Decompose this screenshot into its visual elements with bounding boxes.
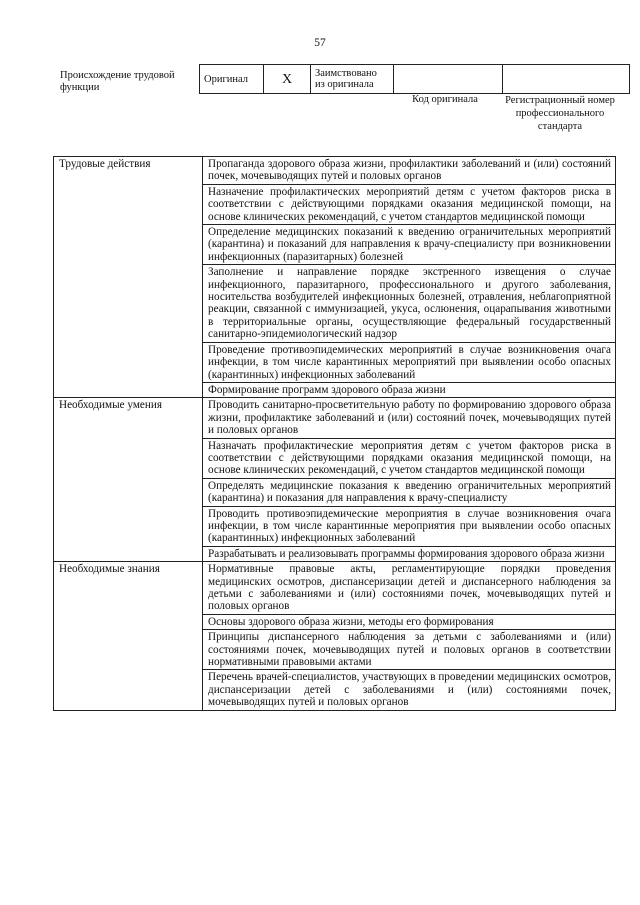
reg-number-cell: [503, 65, 630, 94]
section-row: [54, 398, 616, 562]
origin-label: Происхождение трудовой функции: [60, 70, 175, 93]
section-title: Трудовые действия: [54, 157, 203, 398]
list-item: Нормативные правовые акты, регламентирующие порядки проведения медицинских осмотров, диспансеризации детей и диспансерного наблюдения за детьми с заболеваниями и (или) состояниями почек, мочевыводящих путей и половых органов: [203, 562, 615, 615]
list-item: Назначать профилактические мероприятия детям с учетом факторов риска в соответствии с действующими порядками оказания медицинской помощи, на основе клинических рекомендаций, с учетом стандартов медицинской помощи: [203, 439, 615, 479]
borrowed-cell: Заимствовано из оригинала: [311, 65, 394, 94]
list-item: Перечень врачей-специалистов, участвующих в проведении медицинских осмотров, диспансеризации детей с заболеваниями и (или) состояниями почек, мочевыводящих путей и половых органов: [208, 671, 611, 709]
origin-table: [199, 64, 630, 94]
section-title: Необходимые умения: [54, 398, 203, 562]
reg-caption: Регистрационный номер профессионального стандарта: [505, 95, 615, 132]
list-item: Заполнение и направление порядке экстренного извещения о случае инфекционного, паразитарного, профессионального и другого заболевания, носительства возбудителей инфекционных болезней, отравления, неблагоприятной реакции, связанной с иммунизацией, укуса, ослюнения, оцарапывания животными в территориальные органы, осуществляющие федеральный государственный санитарно-эпидемиологический надзор: [203, 265, 615, 342]
list-item: Определять медицинские показания к введению ограничительных мероприятий (карантина) и показания для направления к врачу-специалисту: [203, 479, 615, 507]
list-item: Проводить противоэпидемические мероприятия в случае возникновения очага инфекции, в том числе карантинные мероприятия при выявлении особо опасных (карантинных) инфекционных заболеваний: [203, 507, 615, 547]
list-item: Разрабатывать и реализовывать программы формирования здорового образа жизни: [208, 547, 605, 560]
section-title: Необходимые знания: [54, 562, 203, 710]
function-table: [53, 156, 616, 711]
original-mark: X: [264, 65, 311, 94]
code-caption: Код оригинала: [412, 94, 478, 105]
section-items: [203, 398, 616, 562]
list-item: Формирование программ здорового образа жизни: [208, 383, 446, 396]
section-row: [54, 157, 616, 398]
list-item: Проведение противоэпидемических мероприятий в случае возникновения очага инфекции, в том числе карантинных мероприятий при выявлении особо опасных (карантинных) инфекционных заболеваний: [203, 343, 615, 383]
list-item: Проводить санитарно-просветительную работу по формированию здорового образа жизни, профилактике заболеваний и (или) состояний почек, мочевыводящих путей и половых органов: [203, 398, 615, 438]
section-row: [54, 562, 616, 710]
list-item: Назначение профилактических мероприятий детям с учетом факторов риска в соответствии с действующими порядками оказания медицинской помощи, на основе клинических рекомендаций, с учетом стандартов медицинской помощи: [203, 185, 615, 225]
original-cell: Оригинал: [200, 65, 264, 94]
list-item: Основы здорового образа жизни, методы его формирования: [203, 615, 615, 630]
section-items: [203, 562, 616, 710]
page-number: 57: [314, 37, 326, 49]
list-item: Принципы диспансерного наблюдения за детьми с заболеваниями и (или) состояниями почек, мочевыводящих путей и половых органов в соответствии нормативными правовыми актами: [203, 630, 615, 670]
code-cell: [394, 65, 503, 94]
section-items: [203, 157, 616, 398]
list-item: Определение медицинских показаний к введению ограничительных мероприятий (карантина) и показаний для направления к врачу-специалисту при возникновении инфекционных (паразитарных) болезней: [203, 225, 615, 265]
list-item: Пропаганда здорового образа жизни, профилактики заболеваний и (или) состояний почек, мочевыводящих путей и половых органов: [203, 157, 615, 185]
